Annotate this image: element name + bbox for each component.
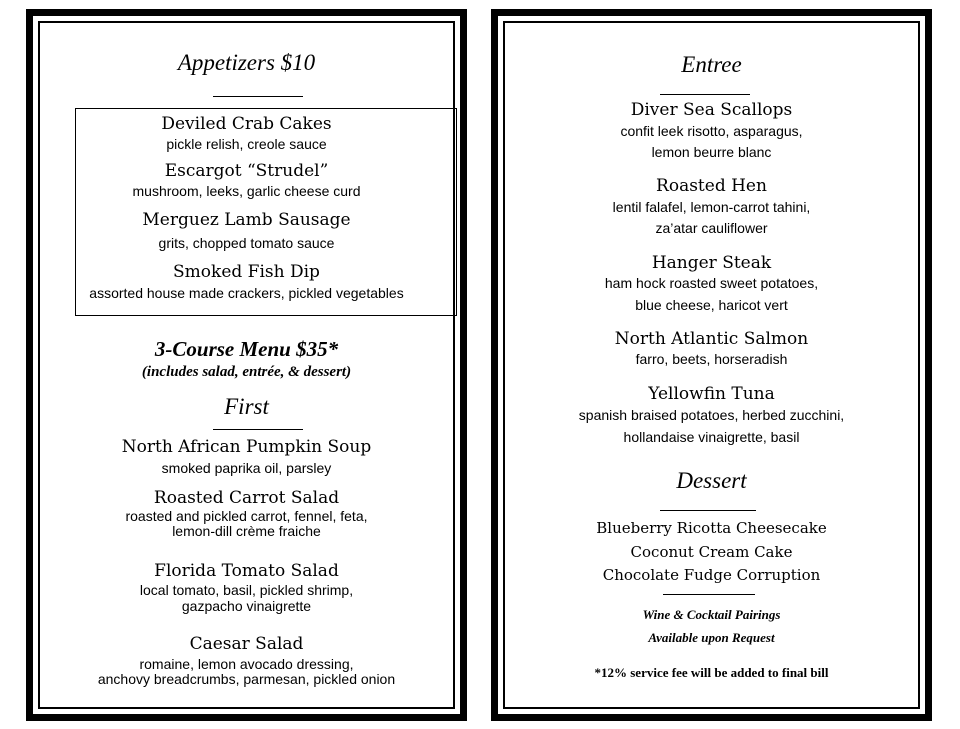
first-item-name: Roasted Carrot Salad — [153, 488, 340, 508]
menu-card-right — [491, 9, 932, 721]
dessert-item: Coconut Cream Cake — [630, 543, 793, 561]
appetizer-desc: pickle relish, creole sauce — [166, 136, 327, 152]
divider-rule — [660, 94, 750, 95]
appetizer-name: Smoked Fish Dip — [173, 262, 320, 282]
appetizer-name: Escargot “Strudel” — [164, 161, 329, 181]
menu-card-left — [26, 9, 467, 721]
entree-desc: blue cheese, haricot vert — [635, 297, 788, 313]
pairings-line: Wine & Cocktail Pairings — [642, 607, 781, 622]
appetizer-desc: grits, chopped tomato sauce — [158, 235, 335, 251]
three-course-subtitle: (includes salad, entrée, & dessert) — [141, 364, 352, 380]
entree-desc: confit leek risotto, asparagus, — [620, 123, 803, 139]
appetizer-name: Deviled Crab Cakes — [161, 114, 332, 134]
appetizer-desc: mushroom, leeks, garlic cheese curd — [132, 183, 361, 199]
first-item-desc: smoked paprika oil, parsley — [161, 460, 332, 476]
first-item-desc: gazpacho vinaigrette — [181, 598, 312, 614]
first-item-desc: anchovy breadcrumbs, parmesan, pickled onion — [97, 671, 396, 687]
entree-desc: spanish braised potatoes, herbed zucchini, — [578, 407, 845, 423]
first-heading: First — [224, 394, 269, 419]
entree-name: North Atlantic Salmon — [614, 329, 809, 349]
entree-desc: ham hock roasted sweet potatoes, — [604, 275, 819, 291]
dessert-item: Chocolate Fudge Corruption — [602, 566, 821, 584]
first-item-desc: local tomato, basil, pickled shrimp, — [139, 582, 354, 598]
entree-name: Hanger Steak — [651, 253, 772, 273]
entree-name: Yellowfin Tuna — [648, 384, 775, 404]
first-item-name: Caesar Salad — [189, 634, 304, 654]
three-course-title: 3-Course Menu $35* — [154, 337, 339, 361]
entree-name: Diver Sea Scallops — [630, 100, 793, 120]
appetizer-desc: assorted house made crackers, pickled vegetables — [89, 285, 404, 301]
entree-desc: za’atar cauliflower — [655, 220, 768, 236]
entree-desc: lentil falafel, lemon-carrot tahini, — [612, 199, 811, 215]
first-item-name: Florida Tomato Salad — [154, 561, 339, 581]
entree-desc: lemon beurre blanc — [651, 144, 772, 160]
dessert-heading: Dessert — [676, 468, 747, 493]
divider-rule — [660, 510, 756, 511]
inner-border — [503, 21, 920, 709]
divider-rule — [213, 96, 303, 97]
service-fee-note: *12% service fee will be added to final bill — [594, 665, 829, 680]
divider-rule — [663, 594, 755, 595]
entree-desc: farro, beets, horseradish — [635, 351, 788, 367]
first-item-desc: roasted and pickled carrot, fennel, feta, — [125, 508, 368, 524]
entree-name: Roasted Hen — [656, 176, 767, 196]
divider-rule — [213, 429, 303, 430]
entree-heading: Entree — [681, 52, 742, 77]
dessert-item: Blueberry Ricotta Cheesecake — [596, 519, 827, 537]
first-item-name: North African Pumpkin Soup — [121, 437, 372, 457]
first-item-desc: romaine, lemon avocado dressing, — [139, 656, 354, 672]
pairings-line: Available upon Request — [648, 630, 775, 645]
appetizer-name: Merguez Lamb Sausage — [142, 210, 351, 230]
first-item-desc: lemon-dill crème fraiche — [172, 523, 321, 539]
entree-desc: hollandaise vinaigrette, basil — [623, 429, 800, 445]
appetizers-heading: Appetizers $10 — [177, 50, 316, 75]
inner-border — [38, 21, 455, 709]
